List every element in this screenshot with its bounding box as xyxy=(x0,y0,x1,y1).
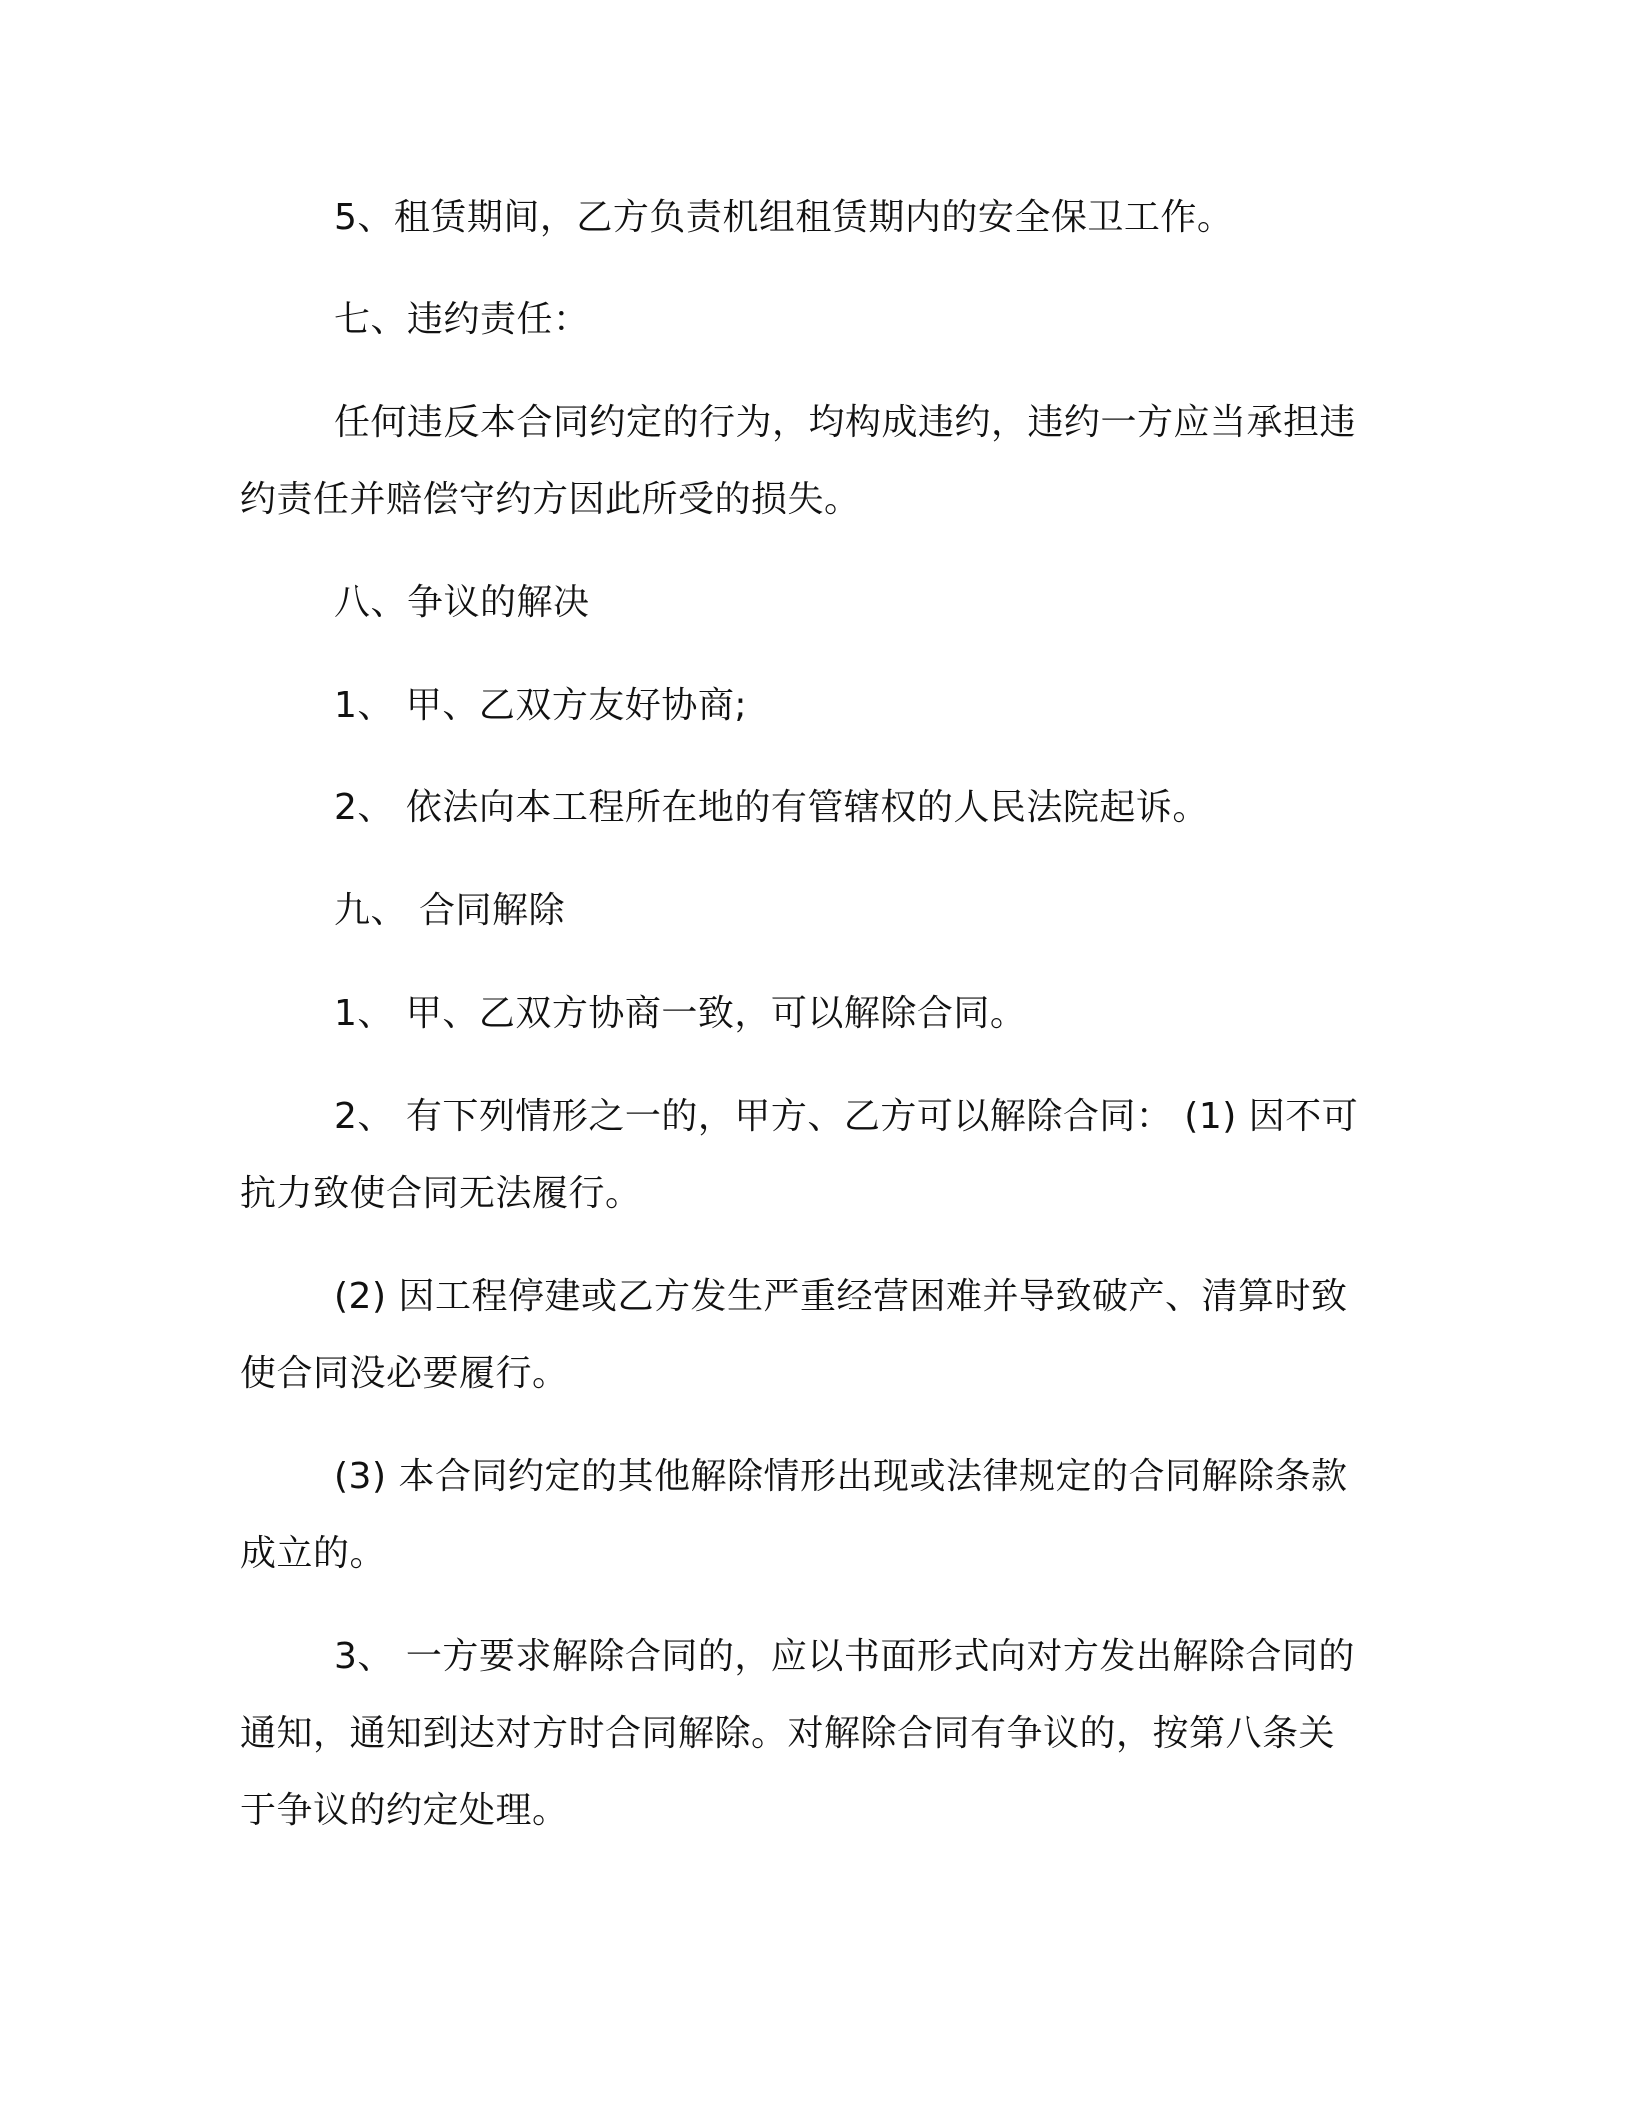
text-line: 通知，通知到达对方时合同解除。对解除合同有争议的，按第八条关 xyxy=(240,1713,1336,1754)
text-line: (2) 因工程停建或乙方发生严重经营困难并导致破产、清算时致 xyxy=(334,1276,1348,1317)
text-line: 1、 甲、乙双方协商一致，可以解除合同。 xyxy=(334,993,1027,1034)
text-line: 抗力致使合同无法履行。 xyxy=(240,1173,642,1214)
text-line: 成立的。 xyxy=(240,1533,387,1574)
section-heading: 八、争议的解决 xyxy=(334,582,590,623)
text-line: 3、 一方要求解除合同的，应以书面形式向对方发出解除合同的 xyxy=(334,1636,1355,1677)
text-line: 任何违反本合同约定的行为，均构成违约，违约一方应当承担违 xyxy=(334,402,1357,443)
section-heading: 七、违约责任： xyxy=(334,299,590,340)
text-line: 使合同没必要履行。 xyxy=(240,1353,569,1394)
text-line: 约责任并赔偿守约方因此所受的损失。 xyxy=(240,479,861,520)
text-line: 2、 依法向本工程所在地的有管辖权的人民法院起诉。 xyxy=(334,787,1209,828)
text-line: (3) 本合同约定的其他解除情形出现或法律规定的合同解除条款 xyxy=(334,1456,1348,1497)
text-line: 2、 有下列情形之一的，甲方、乙方可以解除合同： (1) 因不可 xyxy=(334,1096,1359,1137)
text-line: 1、 甲、乙双方友好协商; xyxy=(334,685,747,726)
section-heading: 九、 合同解除 xyxy=(334,890,565,931)
text-line: 5、租赁期间，乙方负责机组租赁期内的安全保卫工作。 xyxy=(334,197,1234,238)
text-line: 于争议的约定处理。 xyxy=(240,1790,569,1831)
